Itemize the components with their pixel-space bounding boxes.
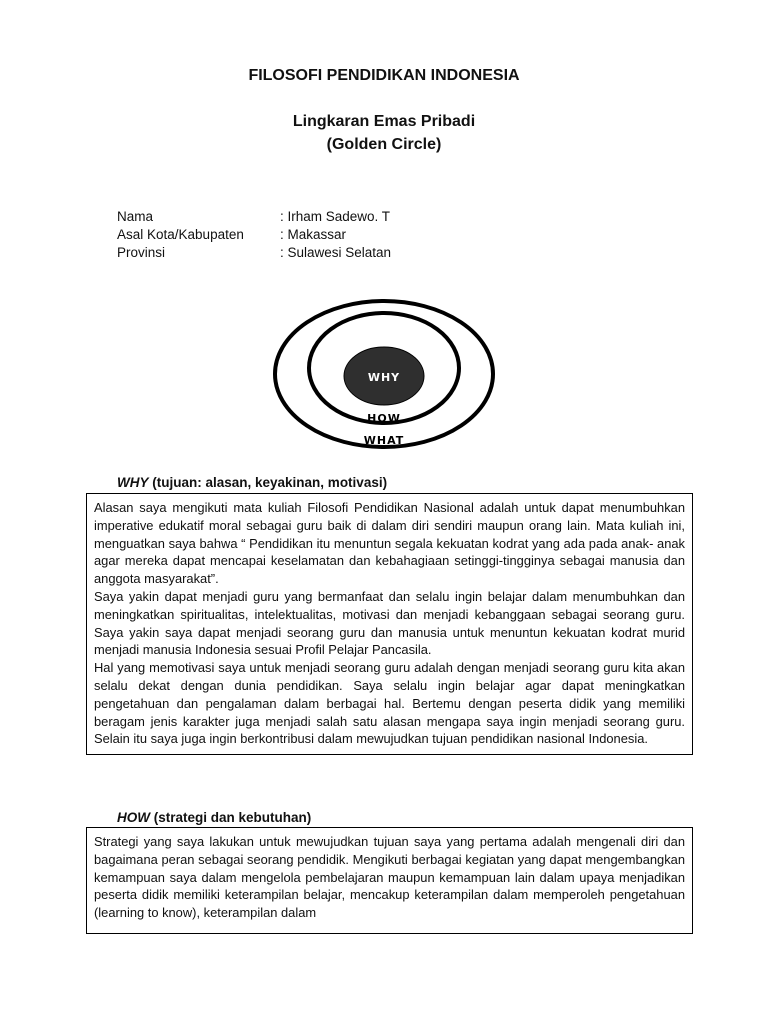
why-paragraph: Saya yakin dapat menjadi guru yang bermanfaat dan selalu ingin belajar dalam menumbuhkan dan meningkatkan spiritualitas, intelektualitas, motivasi dan menjadi kebanggaan sebagai seorang guru. Saya yakin saya dapat menjadi seorang guru dan manusia untuk menuntun kekuatan kodrat murid menjadi manusia Indonesia sesuai Profil Pelajar Pancasila. (94, 588, 685, 658)
document-title: FILOSOFI PENDIDIKAN INDONESIA (248, 67, 520, 84)
what-label: WHAT (363, 434, 405, 447)
document-subtitle: Lingkaran Emas Pribadi (292, 113, 476, 130)
how-section-heading (117, 810, 311, 825)
why-paragraph: Alasan saya mengikuti mata kuliah Filosofi Pendidikan Nasional adalah untuk dapat menumbuhkan imperative edukatif moral sebagai guru baik di dalam diri sendiri maupun orang lain. Mata kuliah ini, menguatkan saya bahwa “ Pendidikan itu menuntun segala kekuatan kodrat yang ada pada anak- anak agar mereka dapat mencapai keselamatan dan kebahagiaan setinggi-tingginya sebagai manusia dan anggota masyarakat”. (94, 500, 685, 587)
identity-row-city (117, 227, 346, 242)
identity-row-province (117, 245, 391, 260)
identity-row-name (117, 209, 390, 224)
why-text-box (86, 493, 693, 755)
document-subtitle-english: (Golden Circle) (326, 136, 442, 153)
how-heading-text: (strategi dan kebutuhan) (150, 810, 312, 825)
identity-label: Asal Kota/Kabupaten (117, 227, 244, 242)
why-heading-text: (tujuan: alasan, keyakinan, motivasi) (148, 475, 388, 490)
how-text-box (86, 827, 693, 934)
identity-value: : Makassar (280, 227, 347, 242)
golden-circle-diagram (272, 298, 496, 452)
how-paragraph: Strategi yang saya lakukan untuk mewujudkan tujuan saya yang pertama adalah mengenali diri dan bagaimana peran sebagai seorang pendidik. Mengikuti berbagai kegiatan yang dapat mengembangkan kemampuan saya dalam mengelola pembelajaran maupun kemampuan lain dalam upaya menjadikan peserta didik memiliki keterampilan belajar, mencakup keterampilan dalam memperoleh pengetahuan (learning to know), keterampilan dalam (94, 834, 685, 921)
identity-value: : Sulawesi Selatan (280, 245, 392, 260)
how-label: HOW (367, 412, 401, 425)
why-paragraph: Hal yang memotivasi saya untuk menjadi seorang guru adalah dengan menjadi seorang guru kita akan selalu dekat dengan dunia pendidikan. Saya selalu ingin belajar agar dapat meningkatkan pengetahuan dan pengalaman dalam berbagai hal. Bertemu dengan peserta didik yang memiliki beragam jenis karakter juga menjadi salah satu alasan mengapa saya ingin menjadi seorang guru. Selain itu saya juga ingin berkontribusi dalam mewujudkan tujuan pendidikan nasional Indonesia. (94, 660, 685, 747)
why-heading-label: WHY (117, 475, 149, 490)
identity-label: Provinsi (117, 245, 166, 260)
identity-value: : Irham Sadewo. T (280, 209, 391, 224)
why-label: WHY (367, 371, 401, 384)
why-section-heading (117, 475, 387, 490)
identity-label: Nama (117, 209, 154, 224)
how-heading-label: HOW (117, 810, 150, 825)
